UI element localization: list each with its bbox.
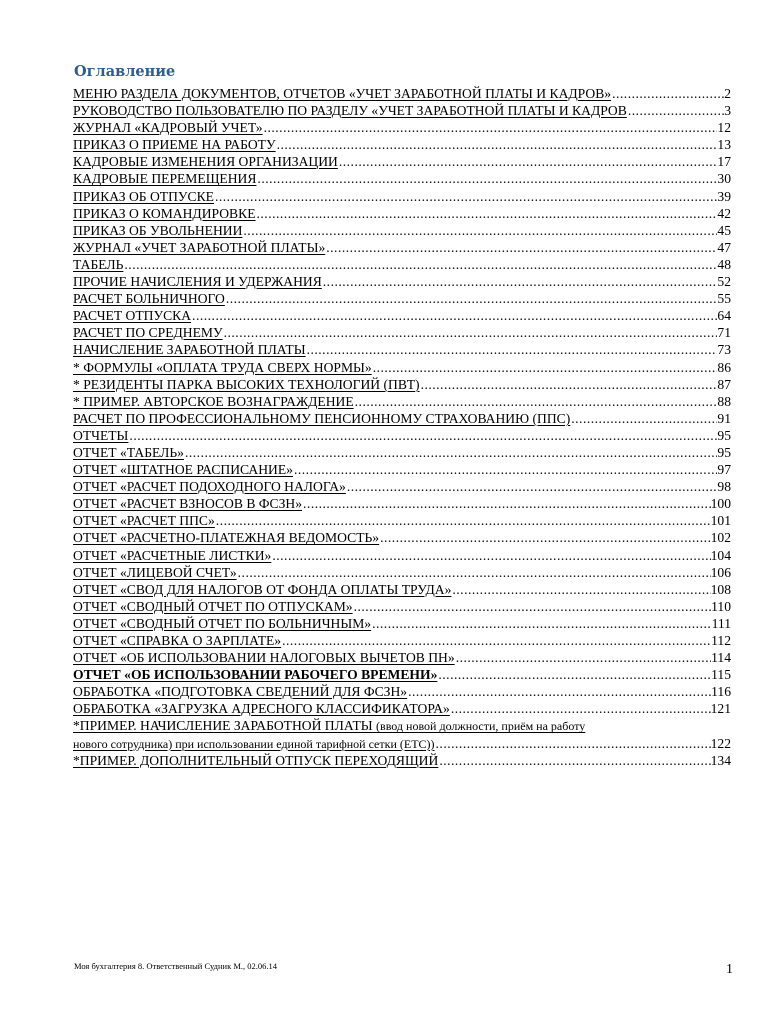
toc-entry-payroll-accrual[interactable]: [73, 341, 731, 358]
toc-leader: [306, 341, 718, 358]
toc-entry-title: * ПРИМЕР. АВТОРСКОЕ ВОЗНАГРАЖДЕНИЕ: [73, 393, 354, 409]
toc-entry-menu-section[interactable]: [73, 85, 731, 102]
toc-leader: [256, 170, 717, 187]
toc-entry-page: 88: [717, 393, 731, 409]
toc-leader: [338, 153, 718, 170]
toc-entry-title: ОТЧЕТ «СПРАВКА О ЗАРПЛАТЕ»: [73, 633, 282, 648]
toc-leader: [191, 307, 717, 324]
toc-entry-title: * ФОРМУЛЫ «ОПЛАТА ТРУДА СВЕРХ НОРМЫ»: [73, 359, 372, 375]
toc-entry-pension-insurance[interactable]: [73, 410, 731, 427]
toc-entry-page: 91: [717, 410, 731, 426]
toc-entry-page: 121: [710, 701, 731, 717]
toc-entry-title: ЖУРНАЛ «УЧЕТ ЗАРАБОТНОЙ ПЛАТЫ»: [73, 239, 326, 255]
toc-heading: Оглавление: [74, 63, 176, 80]
toc-entry-example-extra-vacation[interactable]: [73, 752, 731, 769]
toc-leader: [627, 102, 724, 119]
toc-entry-vacation-calc[interactable]: [73, 307, 731, 324]
toc-entry-page: 102: [710, 530, 731, 546]
toc-entry-page: 17: [717, 154, 731, 170]
toc-entry-title: ПРИКАЗ ОБ УВОЛЬНЕНИИ: [73, 222, 243, 238]
toc-entry-example-payroll-ets[interactable]: [73, 717, 731, 751]
toc-leader: [322, 273, 718, 290]
toc-entry-dismissal-order[interactable]: [73, 222, 731, 239]
toc-leader: [276, 136, 718, 153]
toc-leader: [225, 290, 718, 307]
toc-entry-page: 100: [710, 496, 731, 512]
toc-leader: [215, 512, 711, 529]
toc-entry-title: ОБРАБОТКА «ПОДГОТОВКА СВЕДЕНИЙ ДЛЯ ФСЗН»: [73, 684, 408, 700]
toc-leader: [325, 239, 717, 256]
toc-entry-title: ОТЧЕТ «РАСЧЕТНЫЕ ЛИСТКИ»: [73, 547, 272, 563]
toc-entry-royalty-example[interactable]: [73, 393, 731, 410]
toc-entry-title: РАСЧЕТ БОЛЬНИЧНОГО: [73, 291, 225, 307]
toc-entry-page: 106: [710, 564, 731, 580]
toc-entry-title: РАСЧЕТ ПО ПРОФЕССИОНАЛЬНОМУ ПЕНСИОННОМУ СТРАХОВАНИЮ (ППС): [73, 410, 571, 426]
toc-entry-page: 97: [717, 462, 731, 478]
toc-entry-title: ПРИКАЗ О ПРИЕМЕ НА РАБОТУ: [73, 137, 276, 153]
toc-entry-page: 111: [711, 615, 731, 631]
toc-entry-page: 55: [717, 291, 731, 307]
toc-entry-sick-leave-calc[interactable]: [73, 290, 731, 307]
toc-leader: [223, 324, 718, 341]
toc-entry-page: 52: [717, 274, 731, 290]
toc-entry-title: ОТЧЕТ «ШТАТНОЕ РАСПИСАНИЕ»: [73, 462, 293, 478]
toc-entry-report-vacation-summary[interactable]: [73, 598, 731, 615]
toc-entry-page: 115: [711, 667, 731, 683]
toc-entry-title: ОТЧЕТ «РАСЧЕТ ПОДОХОДНОГО НАЛОГА»: [73, 479, 346, 495]
toc-leader: [379, 529, 711, 546]
toc-entry-title-rest: (ввод новой должности, приём на работу: [376, 719, 586, 734]
toc-entry-title-line1: [73, 717, 731, 734]
toc-entry-hr-journal[interactable]: [73, 119, 731, 136]
toc-leader: [184, 444, 717, 461]
toc-entry-page: 86: [717, 359, 731, 375]
toc-entry-title: НАЧИСЛЕНИЕ ЗАРАБОТНОЙ ПЛАТЫ: [73, 342, 306, 358]
toc-entry-page: 30: [717, 171, 731, 187]
toc-entry-title: ПРИКАЗ ОБ ОТПУСКЕ: [73, 188, 214, 204]
toc-entry-title: ОТЧЕТ «ЛИЦЕВОЙ СЧЕТ»: [73, 564, 237, 580]
toc-entry-page: 95: [717, 427, 731, 443]
toc-leader: [256, 205, 718, 222]
toc-leader: [611, 85, 724, 102]
toc-entry-report-work-time[interactable]: [73, 666, 731, 683]
toc-entry-title: МЕНЮ РАЗДЕЛА ДОКУМЕНТОВ, ОТЧЕТОВ «УЧЕТ ЗАРАБОТНОЙ ПЛАТЫ И КАДРОВ»: [73, 86, 612, 101]
toc-leader: [438, 752, 710, 769]
toc-entry-page: 134: [710, 752, 731, 768]
toc-leader: [346, 478, 718, 495]
toc-entry-title: нового сотрудника) при использовании единой тарифной сетки (ЕТС)): [73, 736, 435, 751]
toc-entry-hitech-park-residents[interactable]: [73, 376, 731, 393]
toc-leader: [435, 735, 711, 752]
toc-leader: [214, 188, 717, 205]
toc-entry-title: ПРОЧИЕ НАЧИСЛЕНИЯ И УДЕРЖАНИЯ: [73, 274, 322, 290]
toc-leader: [242, 222, 717, 239]
toc-entry-page: 45: [717, 222, 731, 238]
toc-entry-report-payroll-statement[interactable]: [73, 529, 731, 546]
toc-entry-processing-address-classifier[interactable]: [73, 700, 731, 717]
toc-entry-title: ОТЧЕТ «РАСЧЕТ ВЗНОСОВ В ФСЗН»: [73, 496, 303, 512]
toc-entry-page: 116: [711, 684, 731, 700]
toc-entry-title: РУКОВОДСТВО ПОЛЬЗОВАТЕЛЮ ПО РАЗДЕЛУ «УЧЕТ ЗАРАБОТНОЙ ПЛАТЫ И КАДРОВ: [73, 103, 627, 119]
toc-entry-title: ОТЧЕТЫ: [73, 427, 129, 443]
toc-entry-report-tax-deductions[interactable]: [73, 649, 731, 666]
toc-entry-title: ОБРАБОТКА «ЗАГРУЗКА АДРЕСНОГО КЛАССИФИКАТОРА»: [73, 701, 450, 717]
toc-leader: [451, 581, 710, 598]
toc-entry-report-pps-calc[interactable]: [73, 512, 731, 529]
toc-entry-vacation-order[interactable]: [73, 188, 731, 205]
toc-entry-title: ОТЧЕТ «ОБ ИСПОЛЬЗОВАНИИ РАБОЧЕГО ВРЕМЕНИ»: [73, 667, 438, 683]
toc-entry-page: 12: [717, 120, 731, 136]
toc-entry-business-trip-order[interactable]: [73, 205, 731, 222]
footer-page-number: 1: [726, 962, 733, 977]
toc-entry-title: РАСЧЕТ ПО СРЕДНЕМУ: [73, 325, 223, 341]
toc-leader: [354, 393, 718, 410]
toc-entry-report-personal-account[interactable]: [73, 564, 731, 581]
toc-leader: [437, 666, 711, 683]
toc-leader: [570, 410, 717, 427]
toc-entry-title: ОТЧЕТ «ОБ ИСПОЛЬЗОВАНИИ НАЛОГОВЫХ ВЫЧЕТОВ ПН»: [73, 650, 455, 666]
toc-entry-payroll-journal[interactable]: [73, 239, 731, 256]
toc-leader: [372, 359, 718, 376]
toc-entry-report-salary-certificate[interactable]: [73, 632, 731, 649]
toc-entry-page: 73: [717, 342, 731, 358]
toc-entry-title: ОТЧЕТ «СВОД ДЛЯ НАЛОГОВ ОТ ФОНДА ОПЛАТЫ ТРУДА»: [73, 581, 452, 597]
toc-entry-title: ЖУРНАЛ «КАДРОВЫЙ УЧЕТ»: [73, 120, 263, 136]
toc-leader: [450, 700, 711, 717]
toc-leader: [302, 495, 711, 512]
toc-entry-report-sick-summary[interactable]: [73, 615, 731, 632]
toc-entry-report-staffing[interactable]: [73, 461, 731, 478]
toc-entry-page: 64: [717, 308, 731, 324]
toc-entry-title: РАСЧЕТ ОТПУСКА: [73, 308, 192, 324]
toc-leader: [420, 376, 718, 393]
toc-entry-page: 3: [724, 103, 731, 119]
toc-entry-report-payslips[interactable]: [73, 547, 731, 564]
toc-entry-page: 112: [711, 633, 731, 648]
toc-entry-page: 42: [717, 205, 731, 221]
toc-leader: [271, 547, 710, 564]
toc-entry-title: ОТЧЕТ «ТАБЕЛЬ»: [73, 444, 184, 460]
toc-entry-page: 98: [717, 479, 731, 495]
toc-entry-timesheet[interactable]: [73, 256, 731, 273]
toc-entry-user-guide[interactable]: [73, 102, 731, 119]
toc-entry-title: ОТЧЕТ «СВОДНЫЙ ОТЧЕТ ПО ОТПУСКАМ»: [73, 598, 353, 614]
toc-entry-page: 104: [710, 547, 731, 563]
toc-entry-title: *ПРИМЕР. ДОПОЛНИТЕЛЬНЫЙ ОТПУСК ПЕРЕХОДЯЩИЙ: [73, 752, 439, 768]
toc-entry-page: 2: [724, 86, 731, 101]
toc-leader: [263, 119, 718, 136]
toc-entry-reports[interactable]: [73, 427, 731, 444]
toc-entry-title-line2: [73, 735, 731, 752]
toc-entry-hiring-order[interactable]: [73, 136, 731, 153]
toc-leader: [237, 564, 711, 581]
toc-entry-report-income-tax[interactable]: [73, 478, 731, 495]
toc-entry-average-calc[interactable]: [73, 324, 731, 341]
toc-entry-page: 47: [717, 239, 731, 255]
toc-entry-page: 95: [717, 444, 731, 460]
toc-entry-page: 71: [717, 325, 731, 341]
toc-entry-page: 110: [711, 598, 731, 614]
toc-entry-processing-fszn[interactable]: [73, 683, 731, 700]
toc-entry-org-changes[interactable]: [73, 153, 731, 170]
footer-text: Моя бухгалтерия 8. Ответственный Судник М., 02.06.14: [74, 961, 278, 971]
toc-entry-report-payroll-taxes[interactable]: [73, 581, 731, 598]
toc-entry-overtime-formulas[interactable]: [73, 359, 731, 376]
toc-entry-page: 39: [717, 188, 731, 204]
toc-entry-title: КАДРОВЫЕ ИЗМЕНЕНИЯ ОРГАНИЗАЦИИ: [73, 154, 338, 170]
toc-entry-other-accruals[interactable]: [73, 273, 731, 290]
toc-entry-title: ПРИКАЗ О КОМАНДИРОВКЕ: [73, 205, 256, 221]
toc-entry-title: ОТЧЕТ «РАСЧЕТ ППС»: [73, 513, 215, 529]
toc-entry-title-caps: *ПРИМЕР. НАЧИСЛЕНИЕ ЗАРАБОТНОЙ ПЛАТЫ: [73, 718, 373, 734]
toc-entry-report-timesheet[interactable]: [73, 444, 731, 461]
toc-entry-page: 114: [711, 650, 731, 666]
toc-entry-page: 101: [710, 513, 731, 529]
toc-entry-title: ОТЧЕТ «СВОДНЫЙ ОТЧЕТ ПО БОЛЬНИЧНЫМ»: [73, 615, 372, 631]
toc-leader: [281, 632, 711, 649]
toc-entry-page: 87: [717, 376, 731, 392]
toc-entry-title: ОТЧЕТ «РАСЧЕТНО-ПЛАТЕЖНАЯ ВЕДОМОСТЬ»: [73, 530, 380, 546]
toc-entry-title: КАДРОВЫЕ ПЕРЕМЕЩЕНИЯ: [73, 171, 257, 187]
toc-list: [73, 85, 731, 769]
toc-leader: [407, 683, 711, 700]
toc-entry-transfers[interactable]: [73, 170, 731, 187]
toc-leader: [455, 649, 711, 666]
toc-entry-title: * РЕЗИДЕНТЫ ПАРКА ВЫСОКИХ ТЕХНОЛОГИЙ (ПВТ): [73, 376, 420, 392]
toc-leader: [371, 615, 712, 632]
toc-leader: [123, 256, 717, 273]
toc-leader: [293, 461, 717, 478]
toc-leader: [353, 598, 712, 615]
toc-entry-page: 48: [717, 256, 731, 272]
toc-entry-report-fszn-contributions[interactable]: [73, 495, 731, 512]
toc-entry-page: 122: [710, 735, 731, 751]
toc-entry-page: 108: [710, 581, 731, 597]
toc-entry-page: 13: [717, 137, 731, 153]
toc-leader: [128, 427, 717, 444]
toc-entry-title: ТАБЕЛЬ: [73, 256, 124, 272]
